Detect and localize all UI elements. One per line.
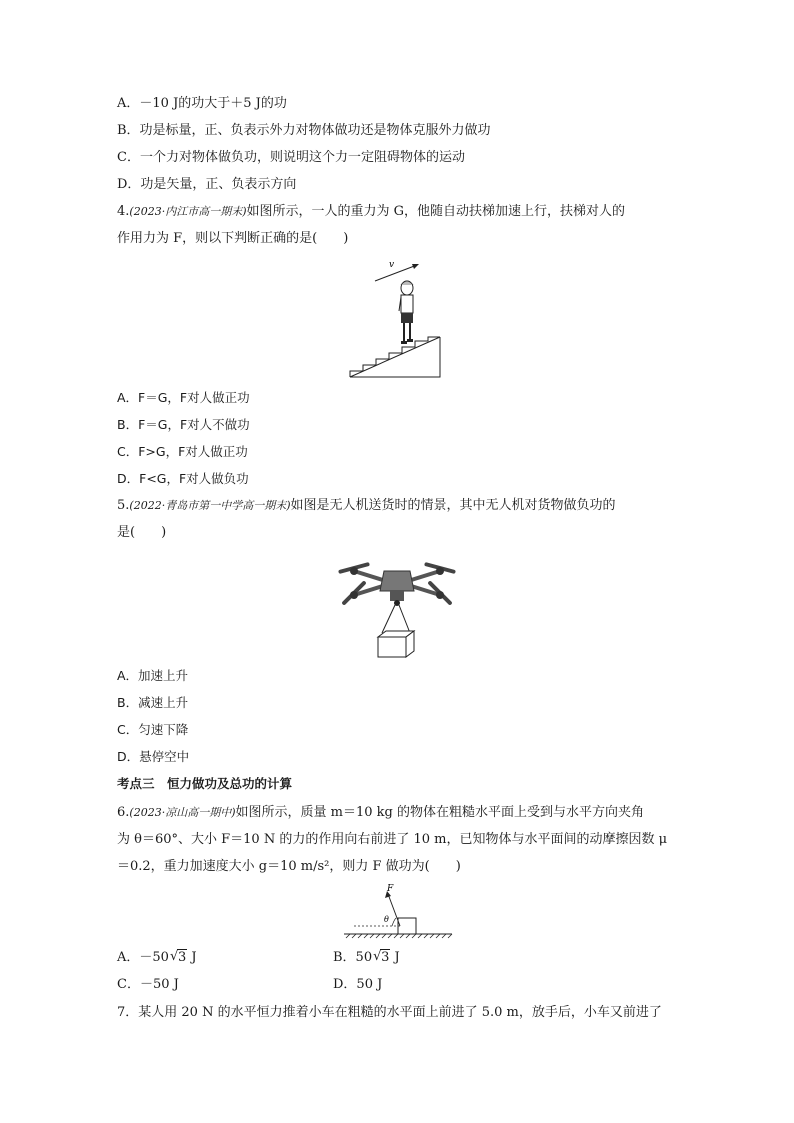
q4-option-b: B．F＝G，F对人不做功 [117, 417, 250, 432]
q5-stem-line2: 是( ) [117, 525, 167, 540]
angle-label: θ [384, 915, 389, 924]
q4-option-a: A．F＝G，F对人做正功 [117, 390, 250, 405]
q5-option-c: C．匀速下降 [117, 722, 189, 737]
section-heading: 考点三 恒力做功及总功的计算 [117, 776, 293, 791]
cargo-box [378, 631, 414, 657]
q4-source: (2023·内江市高一期末) [129, 205, 247, 218]
drone-figure [334, 553, 460, 659]
sqrt-3: 3 [177, 950, 187, 965]
q4-option-c: C．F>G，F对人做正功 [117, 444, 248, 459]
force-label: F [387, 884, 394, 894]
q7-stem-line1: 7．某人用 20 N 的水平恒力推着小车在粗糙的水平面上前进了 5.0 m，放手后，小车又前进了 [117, 1005, 662, 1020]
q4-stem-line2: 作用力为 F，则以下判断正确的是( ) [117, 231, 349, 246]
q6-source: (2023·凉山高一期中) [129, 806, 236, 819]
q4-stem-line1 [117, 203, 625, 221]
q6-number: 6. [117, 805, 130, 820]
q5-number: 5. [117, 498, 130, 513]
velocity-label: v [389, 260, 395, 270]
escalator-figure [345, 255, 445, 381]
q3-option-c: C．一个力对物体做负功，则说明这个力一定阻碍物体的运动 [117, 150, 465, 165]
q6-stem-line3: ＝0.2，重力加速度大小 g＝10 m/s²，则力 F 做功为( ) [117, 859, 461, 874]
q5-option-b: B．减速上升 [117, 695, 189, 710]
velocity-arrow [375, 265, 417, 281]
block [398, 918, 416, 934]
q6-stem-line2: 为 θ＝60°、大小 F＝10 N 的力的作用向右前进了 10 m，已知物体与水平面间的动摩擦因数 μ [117, 832, 668, 847]
q5-source: (2022·青岛市第一中学高一期末) [129, 499, 291, 512]
q3-option-a: A．－10 J的功大于＋5 J的功 [117, 96, 287, 111]
q5-stem-line1 [117, 497, 616, 515]
q6-text1: 如图所示，质量 m＝10 kg 的物体在粗糙水平面上受到与水平方向夹角 [235, 805, 644, 820]
q3-option-d: D．功是矢量，正、负表示方向 [117, 177, 297, 192]
drone-body [380, 571, 414, 591]
q4-number: 4. [117, 204, 130, 219]
force-diagram [340, 882, 456, 940]
q5-option-d: D．悬停空中 [117, 749, 190, 764]
q6-option-a: A．－50 √ 3 J [117, 949, 197, 965]
person-figure [399, 281, 413, 344]
q6-option-b: B．50 √ 3 J [333, 949, 400, 965]
q4-option-d: D．F<G，F对人做负功 [117, 471, 249, 486]
q6-option-d: D．50 J [333, 977, 383, 992]
q3-option-b: B．功是标量，正、负表示外力对物体做功还是物体克服外力做功 [117, 123, 491, 138]
q6-option-c: C．－50 J [117, 977, 179, 992]
q5-text1: 如图是无人机送货时的情景，其中无人机对货物做负功的 [290, 498, 616, 513]
q5-option-a: A．加速上升 [117, 668, 189, 683]
q4-text1: 如图所示，一人的重力为 G，他随自动扶梯加速上行，扶梯对人的 [246, 204, 626, 219]
q6-stem-line1 [117, 804, 644, 822]
